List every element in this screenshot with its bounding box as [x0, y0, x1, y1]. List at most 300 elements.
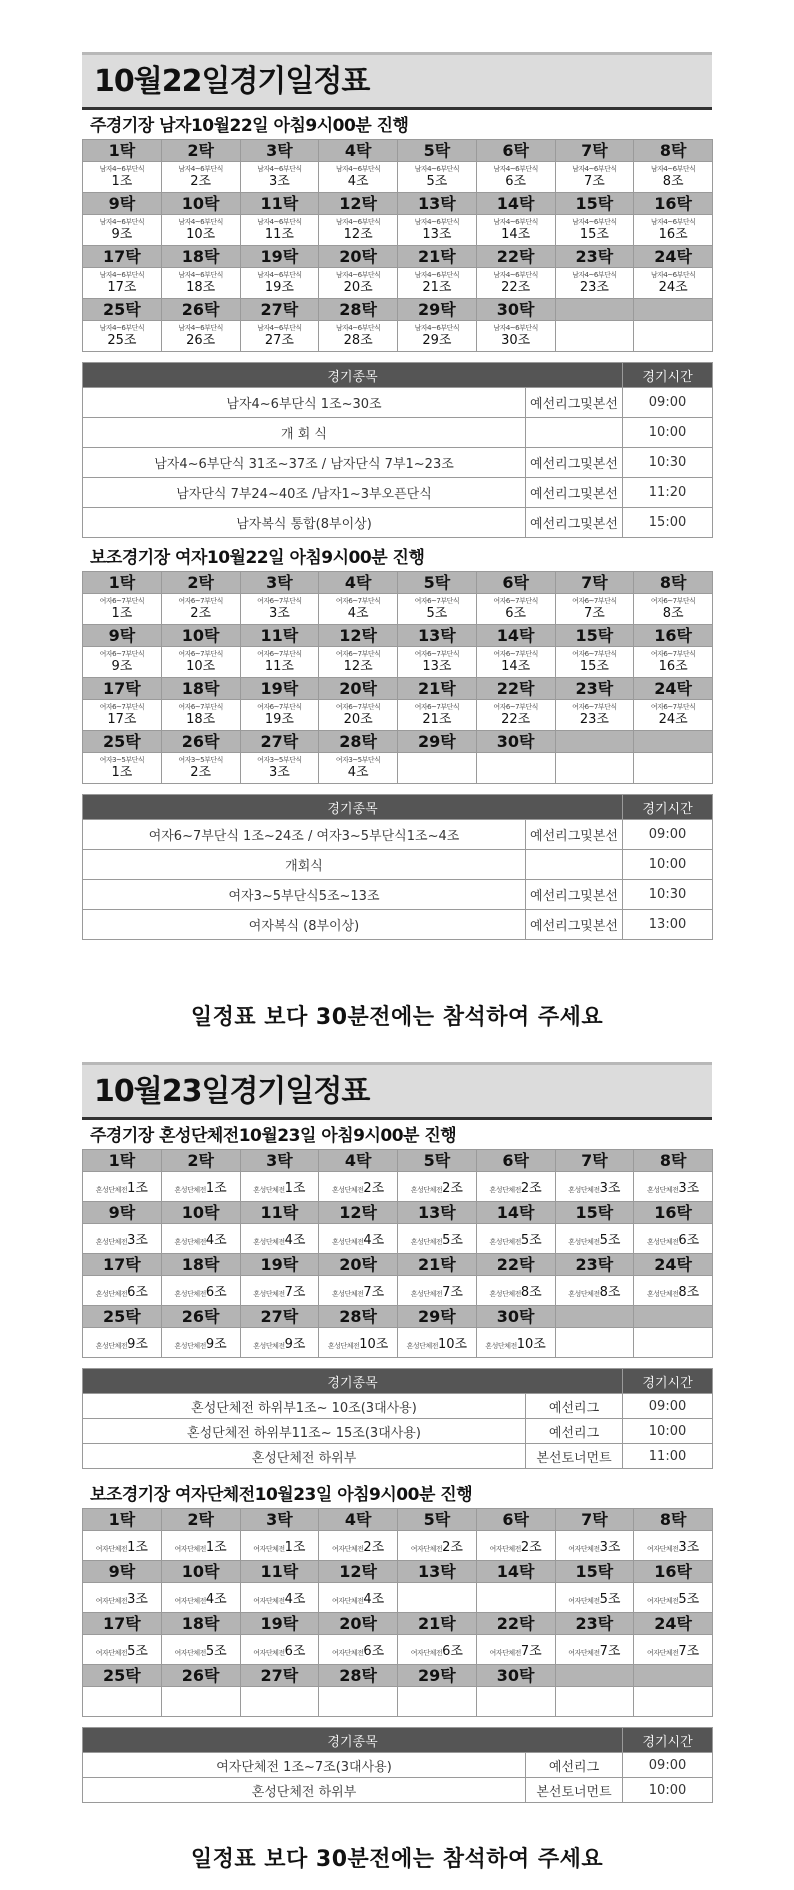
- table-number-row: [83, 572, 713, 594]
- event-label: 혼성단체전: [406, 1342, 438, 1350]
- table-number-cell: 24탁: [634, 1613, 713, 1635]
- event-label: 여자6~7부단식: [335, 650, 381, 658]
- schedule-header-event: 경기종목: [83, 1369, 623, 1394]
- event-label: 남자4~6부단식: [178, 324, 223, 332]
- table-number-cell: 7탁: [555, 140, 634, 162]
- table-number-cell: 18탁: [161, 1613, 240, 1635]
- table-number-cell: 27탁: [240, 731, 319, 753]
- schedule-stage: 본선토너먼트: [526, 1778, 623, 1803]
- group-cell: [240, 1276, 319, 1306]
- event-label: 남자4~6부단식: [650, 218, 696, 226]
- group-label: 7조: [520, 1644, 542, 1659]
- table-number-cell: 1탁: [83, 140, 162, 162]
- group-cell: [83, 753, 162, 784]
- group-cell: [319, 700, 398, 731]
- event-label: 혼성단체전: [95, 1342, 128, 1350]
- event-label: 남자4~6부단식: [99, 271, 145, 279]
- table-number-row: [83, 246, 713, 268]
- table-number-cell: 24탁: [634, 246, 713, 268]
- group-cell: [240, 1172, 319, 1202]
- group-cell: [398, 1531, 477, 1561]
- group-cell: [398, 1276, 477, 1306]
- event-label: 여자3~5부단식: [178, 756, 223, 764]
- table-number-cell: 2탁: [161, 1150, 240, 1172]
- table-number-row: [83, 1665, 713, 1687]
- group-cell: [634, 1224, 713, 1254]
- table-number-cell: [634, 731, 713, 753]
- table-number-cell: 23탁: [555, 1254, 634, 1276]
- table-number-cell: 24탁: [634, 678, 713, 700]
- table-number-cell: 20탁: [319, 246, 398, 268]
- table-number-cell: 4탁: [319, 1509, 398, 1531]
- event-label: 혼성단체전: [95, 1186, 128, 1194]
- group-label: 22조: [501, 280, 531, 295]
- table-number-cell: [555, 299, 634, 321]
- event-label: 혼성단체전: [410, 1238, 443, 1246]
- schedule-row: [83, 478, 713, 508]
- table-number-cell: 5탁: [398, 572, 477, 594]
- schedule-stage: 예선리그및본선: [526, 478, 623, 508]
- table-number-row: [83, 1254, 713, 1276]
- table-assignment-row: [83, 647, 713, 678]
- group-cell: [476, 1635, 555, 1665]
- group-cell: [555, 1583, 634, 1613]
- group-label: 18조: [186, 280, 216, 295]
- event-label: 혼성단체전: [410, 1186, 443, 1194]
- table-number-cell: 29탁: [398, 299, 477, 321]
- schedule-time: 10:30: [623, 448, 713, 478]
- event-label: 여자3~5부단식: [99, 756, 145, 764]
- group-cell: [398, 162, 477, 193]
- schedule-row: [83, 850, 713, 880]
- group-label: 4조: [205, 1592, 227, 1607]
- event-label: 남자4~6부단식: [335, 165, 381, 173]
- group-label: 5조: [426, 174, 448, 189]
- group-cell: [240, 1224, 319, 1254]
- group-cell: [240, 321, 319, 352]
- group-cell: [398, 1328, 477, 1358]
- schedule-stage: 예선리그: [526, 1419, 623, 1444]
- group-label: 10조: [437, 1337, 468, 1352]
- group-cell: [161, 1224, 240, 1254]
- group-cell: [555, 647, 634, 678]
- group-label: 7조: [442, 1285, 463, 1300]
- schedule-event: 남자4~6부단식 31조~37조 / 남자단식 7부1~23조: [83, 448, 526, 478]
- group-label: 9조: [111, 227, 133, 242]
- event-label: 여자단체전: [174, 1649, 206, 1657]
- group-cell: [161, 268, 240, 299]
- table-number-cell: 14탁: [476, 625, 555, 647]
- table-number-cell: 17탁: [83, 1254, 162, 1276]
- schedule-row: [83, 910, 713, 940]
- schedule-row: [83, 1444, 713, 1469]
- group-cell: [398, 753, 477, 784]
- schedule-stage: 예선리그및본선: [526, 910, 623, 940]
- group-label: 1조: [205, 1181, 227, 1196]
- table-number-cell: 28탁: [319, 1306, 398, 1328]
- event-label: 여자단체전: [568, 1597, 600, 1605]
- group-label: 23조: [579, 280, 609, 295]
- group-label: 8조: [662, 606, 684, 621]
- group-label: 1조: [284, 1540, 306, 1555]
- group-cell: [476, 594, 555, 625]
- event-label: 남자4~6부단식: [335, 218, 381, 226]
- table-number-cell: 23탁: [555, 678, 634, 700]
- event-label: 여자6~7부단식: [493, 703, 538, 711]
- schedule-event: 혼성단체전 하위부: [83, 1778, 526, 1803]
- table-number-cell: 21탁: [398, 246, 477, 268]
- table-number-cell: 30탁: [476, 731, 555, 753]
- group-label: 5조: [599, 1592, 621, 1607]
- table-number-cell: 28탁: [319, 731, 398, 753]
- group-label: 12조: [343, 659, 373, 674]
- event-label: 여자단체전: [253, 1597, 285, 1605]
- schedule-event: 개회식: [83, 850, 526, 880]
- group-cell: [83, 162, 162, 193]
- group-label: 2조: [190, 765, 212, 780]
- table-number-cell: 15탁: [555, 1202, 634, 1224]
- table-number-cell: 29탁: [398, 1306, 477, 1328]
- group-label: 6조: [363, 1644, 385, 1659]
- table-number-cell: 4탁: [319, 140, 398, 162]
- group-cell: [398, 700, 477, 731]
- group-cell: [634, 700, 713, 731]
- group-label: 14조: [501, 227, 531, 242]
- group-label: 4조: [363, 1592, 385, 1607]
- group-cell: [240, 700, 319, 731]
- schedule-header-time: 경기시간: [623, 1728, 713, 1753]
- table-number-cell: 27탁: [240, 1665, 319, 1687]
- table-number-cell: 22탁: [476, 246, 555, 268]
- group-cell: [319, 1224, 398, 1254]
- group-label: 24조: [658, 280, 688, 295]
- group-label: 7조: [284, 1285, 306, 1300]
- table-number-cell: 13탁: [398, 1561, 477, 1583]
- schedule-row: [83, 448, 713, 478]
- event-label: 여자단체전: [95, 1597, 128, 1605]
- schedule-event: 여자3~5부단식5조~13조: [83, 880, 526, 910]
- table-number-cell: 6탁: [476, 140, 555, 162]
- table-number-cell: 9탁: [83, 625, 162, 647]
- table-number-cell: 26탁: [161, 299, 240, 321]
- group-label: 4조: [347, 606, 369, 621]
- schedule-header-event: 경기종목: [83, 363, 623, 388]
- table-number-cell: 16탁: [634, 1561, 713, 1583]
- group-cell: [161, 1276, 240, 1306]
- table-assignment-row: [83, 162, 713, 193]
- event-label: 여자단체전: [332, 1597, 364, 1605]
- group-cell: [476, 215, 555, 246]
- group-label: 16조: [658, 659, 688, 674]
- group-cell: [83, 1276, 162, 1306]
- group-label: 22조: [501, 712, 531, 727]
- schedule-time: 13:00: [623, 910, 713, 940]
- group-label: 3조: [599, 1540, 621, 1555]
- group-label: 5조: [599, 1233, 621, 1248]
- group-label: 5조: [442, 1233, 463, 1248]
- event-label: 남자4~6부단식: [414, 324, 460, 332]
- group-cell: [319, 1635, 398, 1665]
- group-label: 13조: [422, 227, 452, 242]
- event-label: 혼성단체전: [489, 1238, 521, 1246]
- table-number-cell: [634, 299, 713, 321]
- group-cell: [319, 1687, 398, 1717]
- table-number-cell: 25탁: [83, 299, 162, 321]
- group-label: 13조: [422, 659, 452, 674]
- schedule-stage: [526, 418, 623, 448]
- group-cell: [161, 1172, 240, 1202]
- table-number-cell: 13탁: [398, 193, 477, 215]
- table-number-cell: 16탁: [634, 625, 713, 647]
- group-label: 16조: [658, 227, 688, 242]
- group-label: 19조: [264, 712, 294, 727]
- schedule-header-row: [83, 1369, 713, 1394]
- table-number-cell: 6탁: [476, 572, 555, 594]
- group-cell: [161, 753, 240, 784]
- event-label: 혼성단체전: [568, 1186, 600, 1194]
- table-number-cell: 28탁: [319, 1665, 398, 1687]
- schedule-event: 남자복식 통합(8부이상): [83, 508, 526, 538]
- group-cell: [161, 162, 240, 193]
- group-label: 19조: [264, 280, 294, 295]
- event-label: 남자4~6부단식: [99, 218, 145, 226]
- event-label: 남자4~6부단식: [178, 165, 223, 173]
- group-label: 10조: [359, 1337, 389, 1352]
- event-label: 혼성단체전: [253, 1290, 285, 1298]
- schedule-row: [83, 1419, 713, 1444]
- table-number-cell: 25탁: [83, 1665, 162, 1687]
- table-number-cell: 7탁: [555, 572, 634, 594]
- group-cell: [634, 215, 713, 246]
- schedule-event: 남자4~6부단식 1조~30조: [83, 388, 526, 418]
- group-label: 3조: [678, 1181, 700, 1196]
- schedule-header-time: 경기시간: [623, 795, 713, 820]
- group-cell: [319, 321, 398, 352]
- event-label: 여자3~5부단식: [335, 756, 381, 764]
- event-label: 남자4~6부단식: [493, 271, 538, 279]
- schedule-stage: 예선리그및본선: [526, 880, 623, 910]
- group-label: 12조: [343, 227, 373, 242]
- event-label: 남자4~6부단식: [178, 218, 223, 226]
- event-label: 혼성단체전: [647, 1186, 679, 1194]
- table-number-cell: 16탁: [634, 1202, 713, 1224]
- event-label: 남자4~6부단식: [414, 218, 460, 226]
- group-label: 28조: [343, 333, 373, 348]
- table-number-cell: 10탁: [161, 625, 240, 647]
- event-label: 여자6~7부단식: [257, 597, 302, 605]
- event-label: 여자6~7부단식: [493, 650, 538, 658]
- table-assignment-row: [83, 1635, 713, 1665]
- event-label: 남자4~6부단식: [572, 271, 617, 279]
- event-label: 혼성단체전: [489, 1186, 521, 1194]
- table-number-cell: 3탁: [240, 572, 319, 594]
- group-label: 3조: [127, 1592, 148, 1607]
- event-label: 여자3~5부단식: [257, 756, 302, 764]
- event-label: 혼성단체전: [647, 1238, 679, 1246]
- group-cell: [634, 1531, 713, 1561]
- group-label: 8조: [520, 1285, 542, 1300]
- table-number-row: [83, 1561, 713, 1583]
- table-number-cell: 26탁: [161, 731, 240, 753]
- group-cell: [319, 1172, 398, 1202]
- group-cell: [83, 215, 162, 246]
- group-label: 2조: [363, 1181, 385, 1196]
- group-cell: [476, 268, 555, 299]
- event-label: 여자단체전: [568, 1649, 600, 1657]
- group-cell: [161, 215, 240, 246]
- event-label: 남자4~6부단식: [414, 165, 460, 173]
- event-label: 남자4~6부단식: [650, 271, 696, 279]
- table-number-cell: 20탁: [319, 1254, 398, 1276]
- group-label: 2조: [363, 1540, 385, 1555]
- table-number-cell: [634, 1306, 713, 1328]
- group-label: 2조: [442, 1181, 463, 1196]
- group-label: 2조: [190, 606, 212, 621]
- group-label: 14조: [501, 659, 531, 674]
- group-label: 5조: [678, 1592, 700, 1607]
- event-label: 여자단체전: [489, 1649, 521, 1657]
- schedule-event: 혼성단체전 하위부1조~ 10조(3대사용): [83, 1394, 526, 1419]
- group-label: 5조: [426, 606, 448, 621]
- venue-title: 주경기장 남자10월22일 아침9시00분 진행: [90, 116, 409, 136]
- event-label: 남자4~6부단식: [257, 218, 302, 226]
- schedule-time: 09:00: [623, 1394, 713, 1419]
- group-cell: [398, 1583, 477, 1613]
- event-label: 혼성단체전: [253, 1186, 285, 1194]
- group-label: 24조: [658, 712, 688, 727]
- event-label: 남자4~6부단식: [650, 165, 696, 173]
- group-label: 2조: [442, 1540, 463, 1555]
- group-label: 1조: [284, 1181, 306, 1196]
- schedule-row: [83, 1778, 713, 1803]
- table-assignment-row: [83, 1276, 713, 1306]
- day-section: [82, 52, 712, 940]
- group-cell: [319, 647, 398, 678]
- table-assignment-row: [83, 215, 713, 246]
- schedule-row: [83, 508, 713, 538]
- group-cell: [634, 1328, 713, 1358]
- event-label: 혼성단체전: [485, 1342, 517, 1350]
- table-number-row: [83, 731, 713, 753]
- event-label: 여자6~7부단식: [257, 703, 302, 711]
- event-label: 여자6~7부단식: [178, 703, 223, 711]
- table-number-cell: 29탁: [398, 1665, 477, 1687]
- table-number-cell: 30탁: [476, 299, 555, 321]
- table-number-cell: 4탁: [319, 1150, 398, 1172]
- group-cell: [476, 162, 555, 193]
- group-label: 4조: [284, 1233, 306, 1248]
- venue-title: 보조경기장 여자10월22일 아침9시00분 진행: [90, 548, 425, 568]
- group-label: 30조: [501, 333, 531, 348]
- group-cell: [83, 647, 162, 678]
- table-number-cell: 9탁: [83, 193, 162, 215]
- table-number-cell: 16탁: [634, 193, 713, 215]
- event-label: 여자단체전: [253, 1649, 285, 1657]
- schedule-time: 09:00: [623, 1753, 713, 1778]
- group-cell: [398, 268, 477, 299]
- event-label: 혼성단체전: [568, 1238, 600, 1246]
- group-label: 9조: [127, 1337, 148, 1352]
- group-label: 7조: [583, 606, 605, 621]
- table-number-cell: 3탁: [240, 1509, 319, 1531]
- table-number-row: [83, 1613, 713, 1635]
- table-assignment-grid: [82, 1149, 713, 1358]
- table-number-cell: 14탁: [476, 193, 555, 215]
- table-number-cell: 5탁: [398, 1150, 477, 1172]
- event-label: 여자6~7부단식: [178, 597, 223, 605]
- event-label: 남자4~6부단식: [414, 271, 460, 279]
- table-number-cell: 5탁: [398, 140, 477, 162]
- event-label: 혼성단체전: [332, 1290, 364, 1298]
- group-cell: [240, 1687, 319, 1717]
- table-number-row: [83, 193, 713, 215]
- table-number-cell: 8탁: [634, 1509, 713, 1531]
- table-number-cell: 8탁: [634, 572, 713, 594]
- group-label: 9조: [205, 1337, 227, 1352]
- group-label: 7조: [583, 174, 605, 189]
- group-label: 6조: [284, 1644, 306, 1659]
- schedule-row: [83, 1753, 713, 1778]
- table-number-cell: 21탁: [398, 1254, 477, 1276]
- table-number-cell: 19탁: [240, 1254, 319, 1276]
- table-number-cell: 2탁: [161, 572, 240, 594]
- group-label: 2조: [520, 1540, 542, 1555]
- event-label: 혼성단체전: [647, 1290, 679, 1298]
- group-label: 15조: [579, 227, 609, 242]
- group-label: 11조: [264, 659, 294, 674]
- table-number-cell: 29탁: [398, 731, 477, 753]
- group-label: 5조: [127, 1644, 148, 1659]
- group-cell: [555, 1687, 634, 1717]
- event-label: 여자단체전: [489, 1545, 521, 1553]
- schedule-header-event: 경기종목: [83, 1728, 623, 1753]
- group-cell: [161, 1635, 240, 1665]
- schedule-stage: 본선토너먼트: [526, 1444, 623, 1469]
- group-cell: [83, 1531, 162, 1561]
- group-label: 6조: [678, 1233, 700, 1248]
- event-label: 남자4~6부단식: [493, 218, 538, 226]
- event-label: 남자4~6부단식: [257, 324, 302, 332]
- schedule-event: 여자복식 (8부이상): [83, 910, 526, 940]
- group-cell: [634, 594, 713, 625]
- schedule-stage: 예선리그: [526, 1394, 623, 1419]
- schedule-time: 10:00: [623, 850, 713, 880]
- event-label: 혼성단체전: [332, 1186, 364, 1194]
- group-cell: [555, 1224, 634, 1254]
- event-label: 여자단체전: [95, 1649, 128, 1657]
- table-number-cell: 26탁: [161, 1306, 240, 1328]
- group-cell: [476, 1172, 555, 1202]
- table-assignment-row: [83, 1687, 713, 1717]
- group-cell: [398, 1172, 477, 1202]
- event-label: 여자6~7부단식: [178, 650, 223, 658]
- group-label: 1조: [111, 765, 133, 780]
- table-number-cell: 10탁: [161, 193, 240, 215]
- group-cell: [161, 594, 240, 625]
- group-cell: [476, 700, 555, 731]
- event-label: 남자4~6부단식: [335, 271, 381, 279]
- schedule-row: [83, 820, 713, 850]
- table-number-row: [83, 1202, 713, 1224]
- table-number-cell: 2탁: [161, 1509, 240, 1531]
- table-number-cell: 22탁: [476, 1613, 555, 1635]
- table-number-cell: 15탁: [555, 625, 634, 647]
- group-cell: [398, 1224, 477, 1254]
- group-cell: [398, 321, 477, 352]
- table-number-cell: 9탁: [83, 1202, 162, 1224]
- group-cell: [83, 1635, 162, 1665]
- table-number-row: [83, 1306, 713, 1328]
